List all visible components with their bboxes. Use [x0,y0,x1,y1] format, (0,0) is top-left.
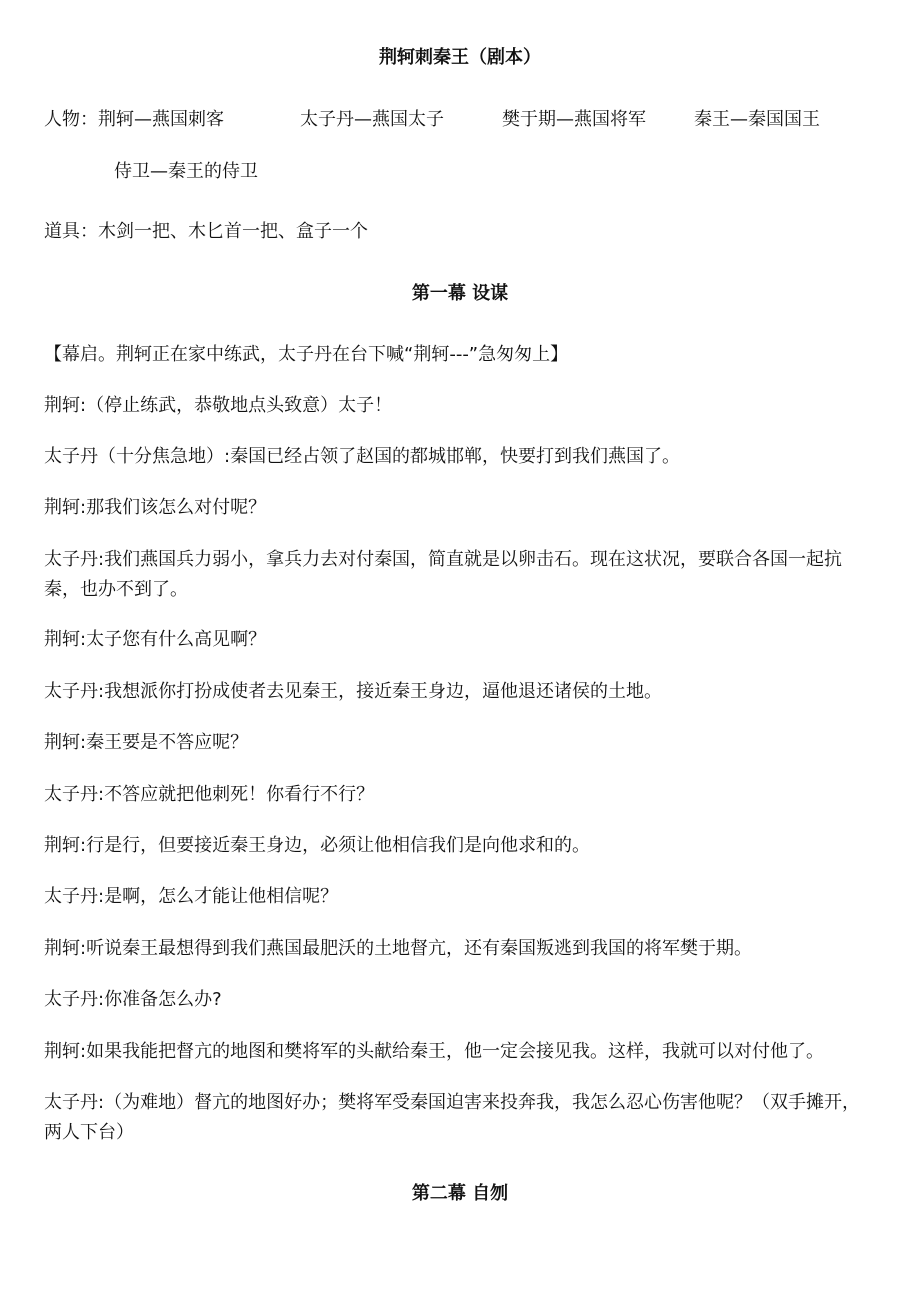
character-item: 荆轲—燕国刺客 [98,109,224,130]
dialogue-line: 荆轲:那我们该怎么对付呢？ [44,497,267,518]
dialogue-line: 太子丹:不答应就把他刺死！你看行不行？ [44,784,375,805]
act-heading: 第二幕 自刎 [411,1183,509,1204]
dialogue-line: 荆轲:（停止练武，恭敬地点头致意）太子！ [44,395,393,416]
dialogue-line: 荆轲:秦王要是不答应呢？ [44,732,249,753]
dialogue-line: 荆轲:行是行，但要接近秦王身边，必须让他相信我们是向他求和的。 [44,835,591,856]
dialogue-line: 太子丹:我们燕国兵力弱小，拿兵力去对付秦国，简直就是以卵击石。现在这状况，要联合各国一起抗秦，也办不到了。 [44,549,843,600]
characters-line [44,105,224,135]
page-title: 荆轲刺秦王（剧本） [379,47,541,68]
act-heading: 第一幕 设谋 [411,283,509,304]
dialogue-line: 荆轲:如果我能把督亢的地图和樊将军的头献给秦王，他一定会接见我。这样，我就可以对付他了。 [44,1041,825,1062]
characters-label: 人物： [44,109,98,130]
character-item: 侍卫—秦王的侍卫 [114,161,258,182]
dialogue-line: 太子丹:是啊，怎么才能让他相信呢？ [44,886,339,907]
stage-direction: 【幕启。荆轲正在家中练武，太子丹在台下喊“荆轲---”急匆匆上】 [44,344,569,365]
character-item: 樊于期—燕国将军 [502,109,646,130]
character-item: 秦王—秦国国王 [694,109,820,130]
props-line: 道具：木剑一把、木匕首一把、盒子一个 [44,221,368,242]
dialogue-line: 太子丹:（为难地）督亢的地图好办；樊将军受秦国迫害来投奔我，我怎么忍心伤害他呢？（双手摊开，两人下台） [44,1092,861,1143]
dialogue-line: 荆轲:太子您有什么高见啊？ [44,629,267,650]
dialogue-line: 太子丹:你准备怎么办? [44,989,222,1010]
dialogue-line: 太子丹（十分焦急地）:秦国已经占领了赵国的都城邯郸，快要打到我们燕国了。 [44,446,681,467]
dialogue-line: 太子丹:我想派你打扮成使者去见秦王，接近秦王身边，逼他退还诸侯的土地。 [44,681,663,702]
character-item: 太子丹—燕国太子 [300,109,444,130]
dialogue-line: 荆轲:听说秦王最想得到我们燕国最肥沃的土地督亢，还有秦国叛逃到我国的将军樊于期。 [44,938,753,959]
